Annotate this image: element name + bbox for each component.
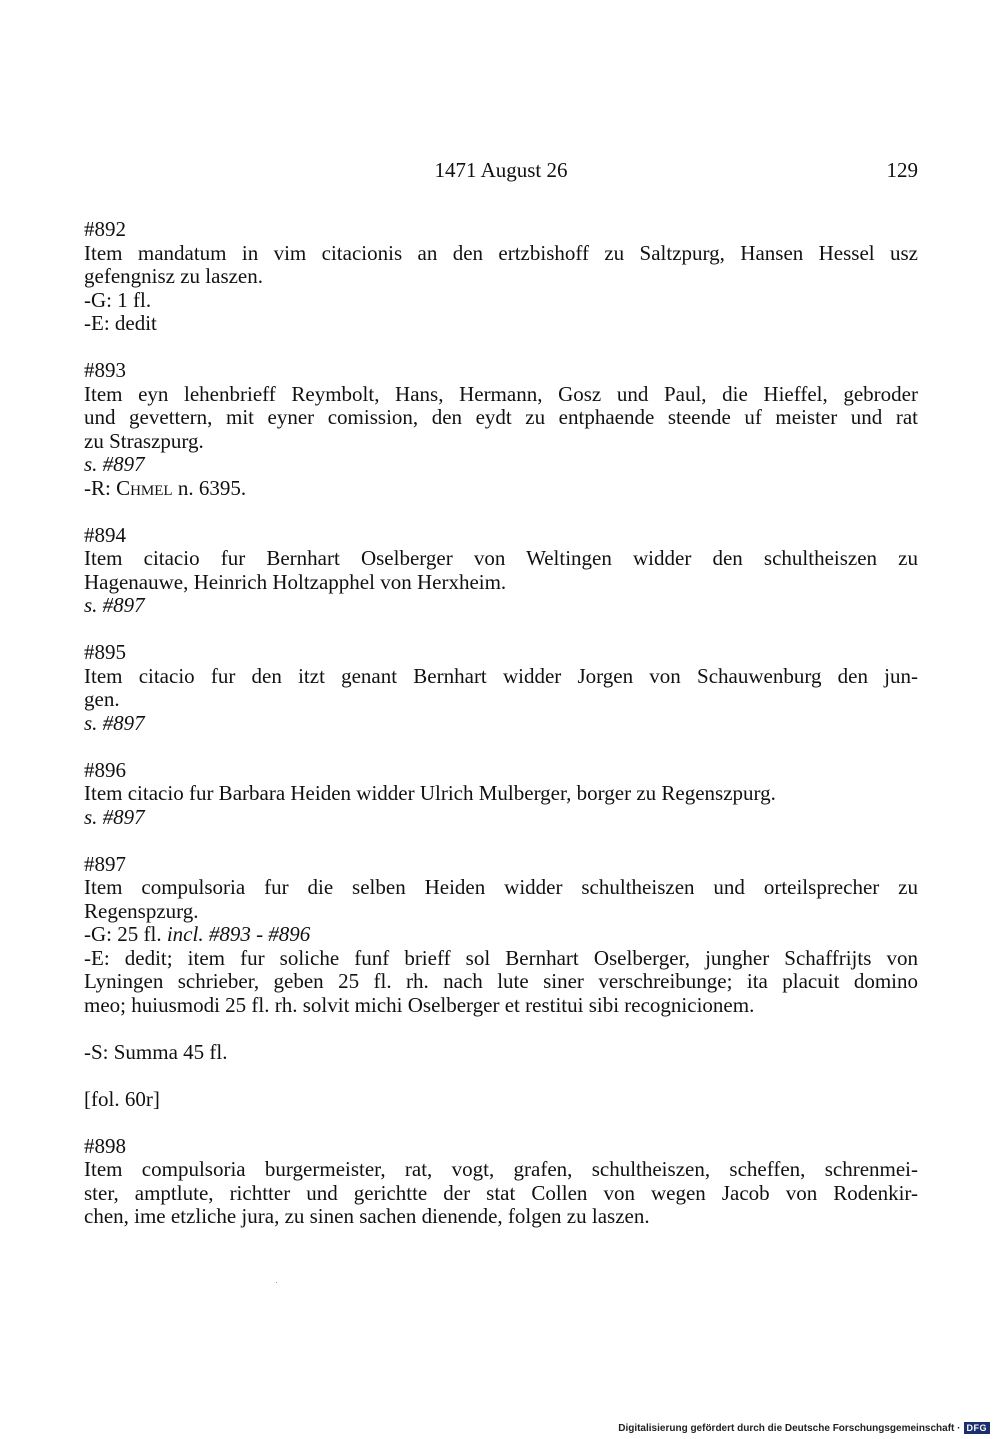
entry-text-line: Regenspzurg. (84, 898, 199, 923)
entry-892 (84, 218, 918, 336)
entry-number: #898 (84, 1133, 126, 1158)
regest-prefix: -R: (84, 475, 117, 500)
fee-amount: -G: 25 fl. (84, 922, 167, 946)
entry-expense-line: -E: dedit; item fur soliche funf brieff sol Bernhart Oselberger, jungher Schaffrijts von (84, 945, 918, 970)
entry-number: #892 (84, 217, 126, 241)
entry-fee: -G: 1 fl. (84, 287, 152, 312)
funding-footer (618, 1421, 990, 1435)
entry-number: #894 (84, 522, 126, 547)
entry-893 (84, 359, 918, 500)
entry-text-line: Item compulsoria burgermeister, rat, vogt, grafen, schultheiszen, scheffen, schrenmei- (84, 1157, 918, 1181)
entry-text-line: Item compulsoria fur die selben Heiden widder schultheiszen und orteilsprecher zu (84, 875, 918, 899)
entry-expense: -E: dedit (84, 311, 157, 335)
summa-text: -S: Summa 45 fl. (84, 1039, 228, 1064)
entry-text-line: Item citacio fur Bernhart Oselberger von Weltingen widder den schultheiszen zu (84, 546, 918, 570)
page-header-date: 1471 August 26 (434, 158, 568, 182)
entry-text-line: Hagenauwe, Heinrich Holtzapphel von Herxheim. (84, 569, 507, 594)
document-body (84, 218, 918, 1252)
dfg-logo-icon: DFG (964, 1422, 991, 1434)
entry-fee (84, 923, 918, 947)
entry-expense-line: meo; huiusmodi 25 fl. rh. solvit michi Oselberger et restitui sibi recognicionem. (84, 992, 755, 1017)
folio-text: [fol. 60r] (84, 1086, 160, 1111)
entry-cross-reference: s. #897 (84, 710, 145, 735)
entry-number: #895 (84, 640, 126, 664)
entry-expense-line: Lyningen schrieber, geben 25 fl. rh. nach lute siner verschreibunge; ita placuit domino (84, 969, 918, 993)
entry-text-line: gen. (84, 687, 120, 711)
funding-credit: Digitalisierung gefördert durch die Deutsche Forschungsgemeinschaft · (618, 1422, 961, 1434)
entry-text-line: zu Straszpurg. (84, 428, 204, 453)
entry-897 (84, 853, 918, 1018)
entry-898 (84, 1135, 918, 1229)
entry-text-line: gefengnisz zu laszen. (84, 264, 264, 288)
entry-number: #896 (84, 757, 126, 782)
page-number: 129 (886, 158, 918, 182)
entry-text-line: chen, ime etzliche jura, zu sinen sachen dienende, folgen zu laszen. (84, 1204, 650, 1228)
page-header (84, 158, 918, 188)
entry-text-line: Item citacio fur den itzt genant Bernhart widder Jorgen von Schauwenburg den jun- (84, 663, 918, 688)
scan-speck (276, 1282, 277, 1283)
entry-text-line: ster, amptlute, richtter und gerichtte der stat Collen von wegen Jacob von Rodenkir- (84, 1180, 918, 1205)
entry-cross-reference: s. #897 (84, 593, 145, 617)
entry-cross-reference: s. #897 (84, 804, 145, 829)
fee-inclusion: incl. #893 - #896 (166, 922, 311, 946)
entry-894 (84, 524, 918, 618)
entry-cross-reference: s. #897 (84, 452, 145, 476)
entry-895 (84, 641, 918, 735)
entry-text-line: und gevettern, mit eyner comission, den eydt zu entphaende steende uf meister und rat (84, 405, 918, 429)
summa-line (84, 1041, 918, 1065)
entry-text-line: Item mandatum in vim citacionis an den ertzbishoff zu Saltzpurg, Hansen Hessel usz (84, 240, 918, 265)
entry-number: #897 (84, 851, 126, 876)
regest-author: Chmel (116, 475, 173, 500)
entry-text-line: Item eyn lehenbrieff Reymbolt, Hans, Hermann, Gosz und Paul, die Hieffel, gebroder (84, 381, 918, 406)
entry-896 (84, 759, 918, 830)
entry-number: #893 (84, 358, 126, 382)
regest-suffix: n. 6395. (172, 475, 247, 500)
entry-text-line: Item citacio fur Barbara Heiden widder Ulrich Mulberger, borger zu Regenszpurg. (84, 781, 776, 805)
folio-marker (84, 1088, 918, 1112)
entry-regest (84, 477, 918, 501)
